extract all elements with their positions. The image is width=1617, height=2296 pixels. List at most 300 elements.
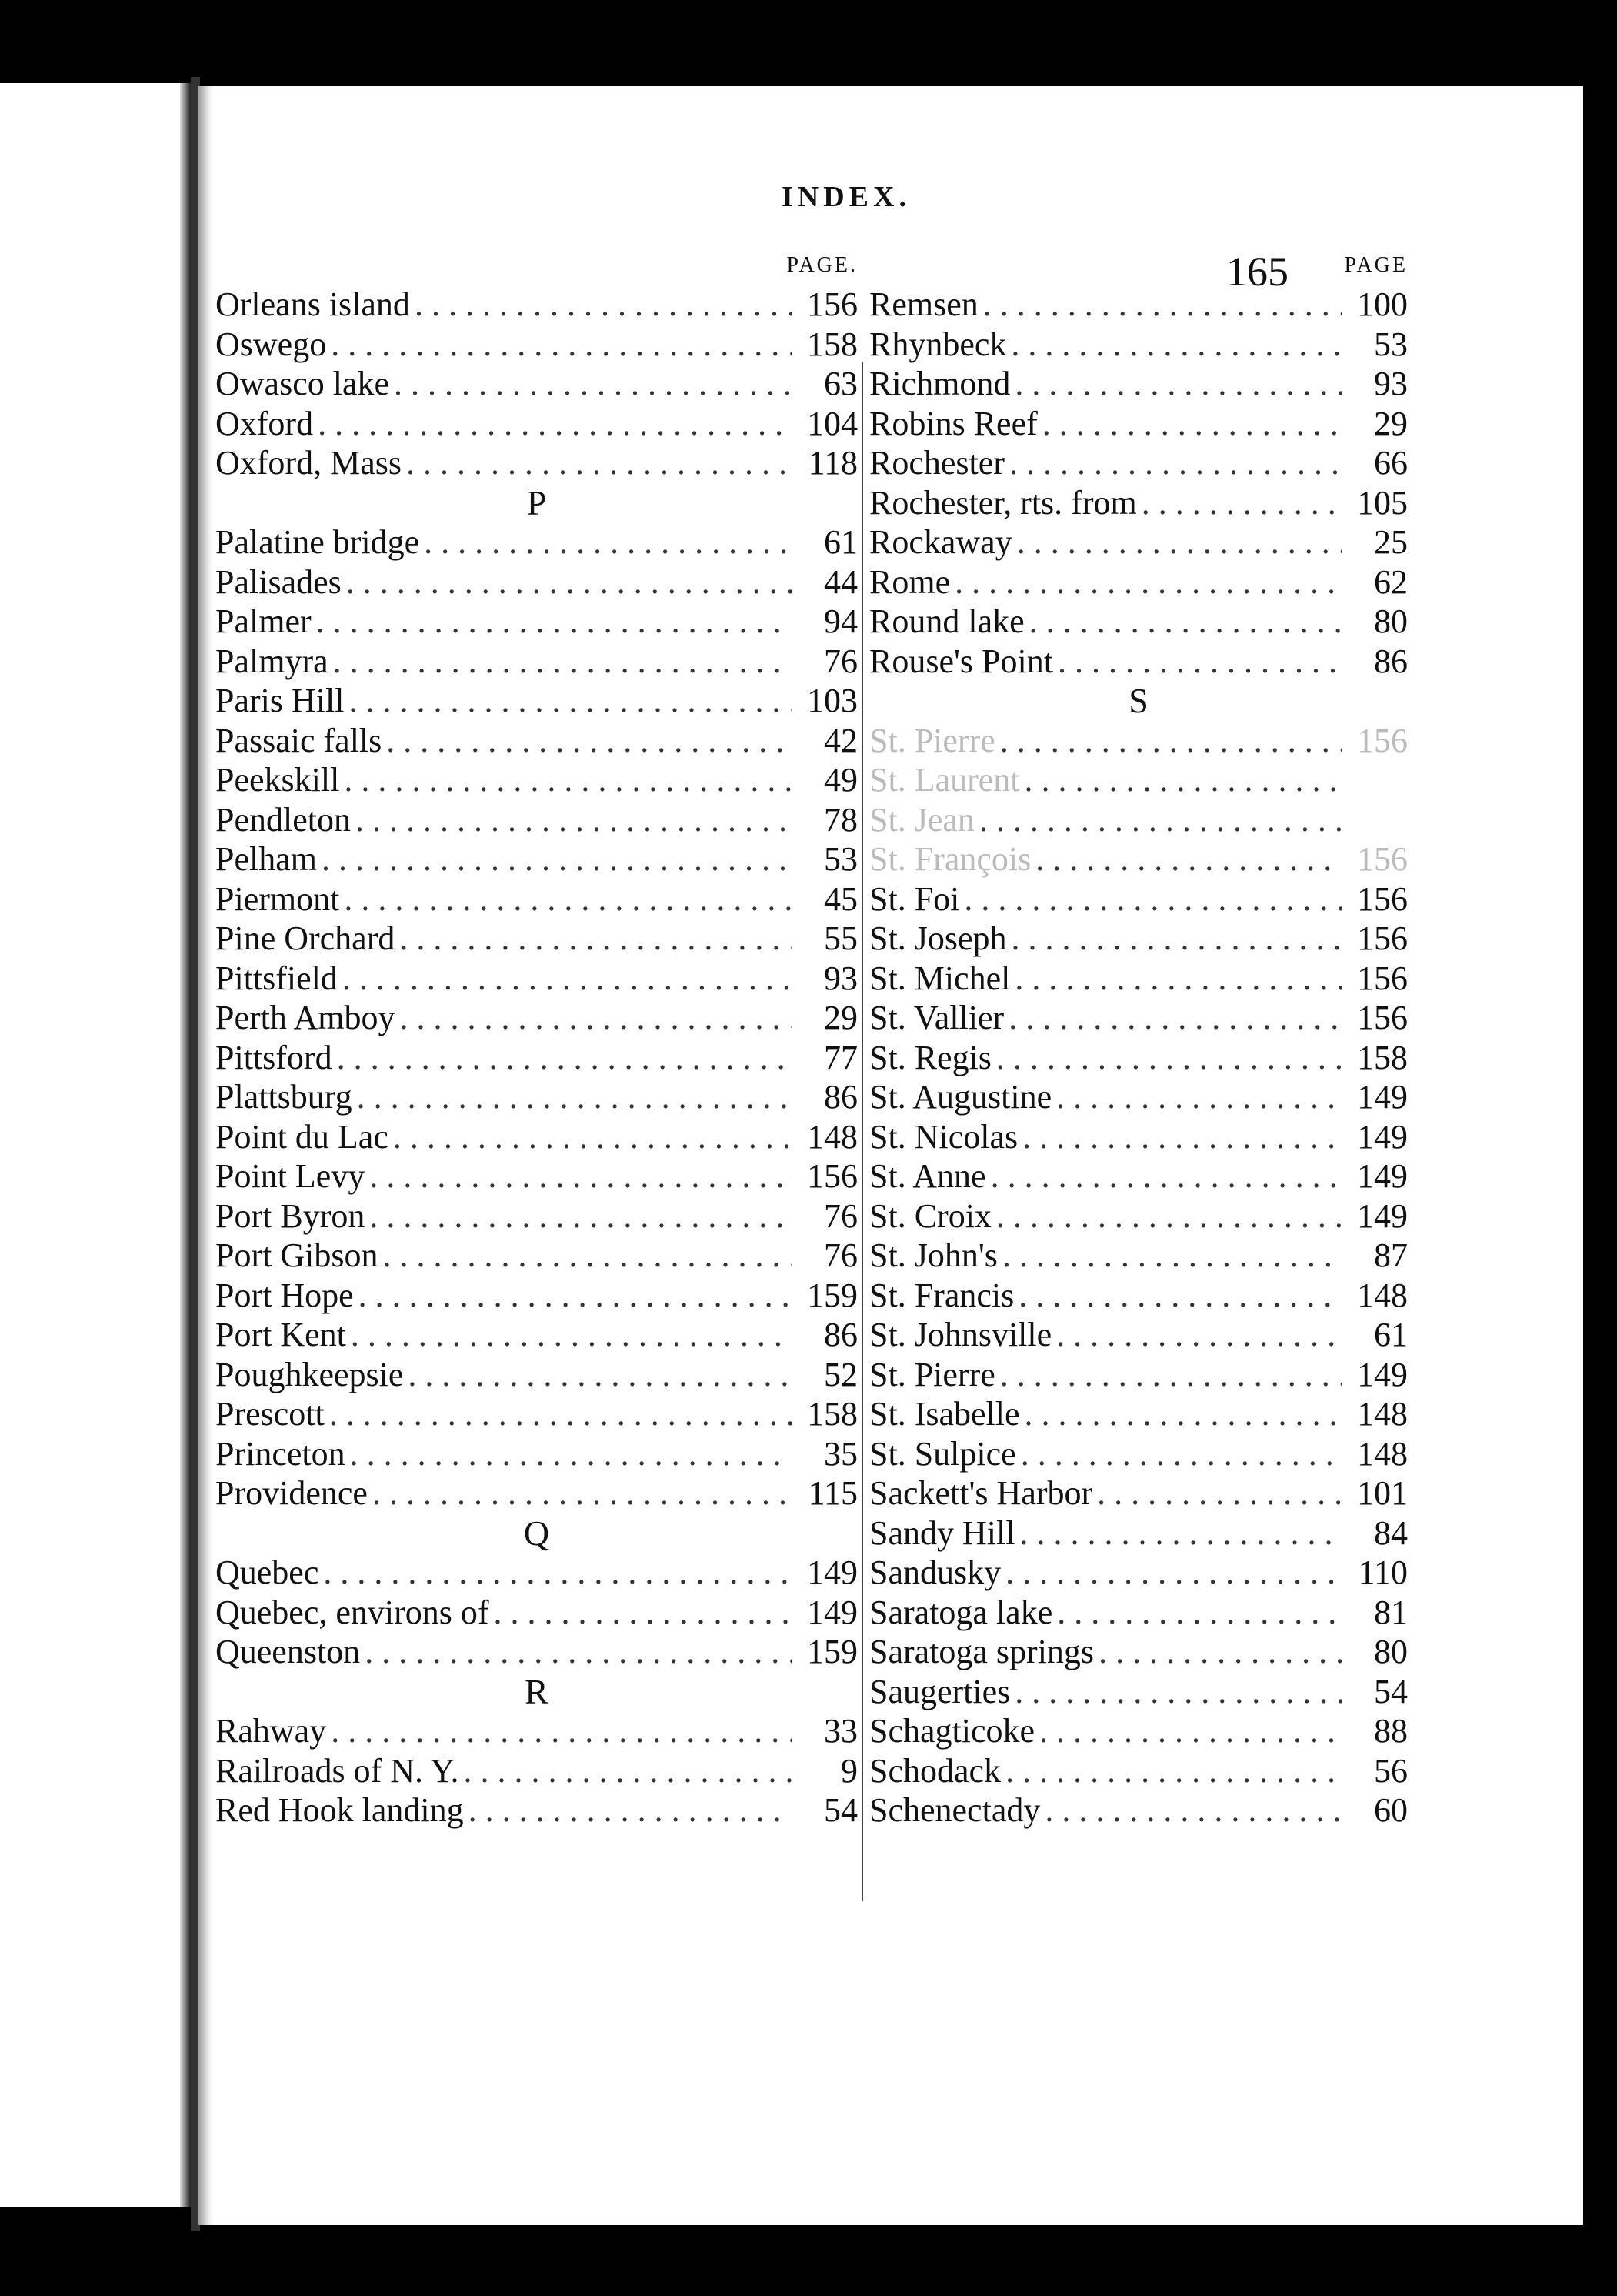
leader-dots xyxy=(322,839,792,879)
index-entry xyxy=(869,1434,1408,1474)
entry-page: 86 xyxy=(1374,642,1408,680)
entry-name: Pine Orchard xyxy=(215,919,395,957)
entry-name: Peekskill xyxy=(215,761,340,799)
entry-name: Princeton xyxy=(215,1434,345,1473)
entry-name: Port Gibson xyxy=(215,1236,378,1274)
index-entry xyxy=(869,1593,1408,1633)
index-entry xyxy=(215,1355,858,1395)
index-entry xyxy=(869,760,1408,800)
leader-dots xyxy=(348,681,792,721)
index-entry xyxy=(869,1553,1408,1593)
running-head: INDEX. xyxy=(782,181,911,213)
entry-page: 148 xyxy=(1357,1434,1408,1473)
entry-page: 156 xyxy=(1357,721,1408,759)
entry-page: 54 xyxy=(1374,1672,1408,1710)
entry-page: 86 xyxy=(824,1316,858,1353)
leader-dots xyxy=(1011,919,1342,959)
leader-dots xyxy=(415,285,792,325)
leader-dots xyxy=(1058,642,1342,682)
entry-name: St. Isabelle xyxy=(869,1395,1020,1433)
entry-page: 81 xyxy=(1374,1593,1408,1631)
entry-name: St. Nicolas xyxy=(869,1117,1019,1156)
entry-name: Oswego xyxy=(215,325,327,363)
entry-page: 100 xyxy=(1357,285,1408,323)
index-entry xyxy=(215,1077,858,1117)
leader-dots xyxy=(1015,364,1342,404)
entry-name: St. Pierre xyxy=(869,721,995,759)
leader-dots xyxy=(996,1196,1342,1236)
column-divider xyxy=(862,362,863,1901)
index-entry xyxy=(215,721,858,761)
index-entry xyxy=(869,325,1408,365)
leader-dots xyxy=(494,1593,792,1633)
leader-dots xyxy=(1035,839,1342,879)
entry-name: Pelham xyxy=(215,840,317,878)
entry-page: 49 xyxy=(824,761,858,799)
index-entry xyxy=(869,1711,1408,1751)
entry-page: 149 xyxy=(1357,1078,1408,1116)
index-entry xyxy=(215,760,858,800)
leader-dots xyxy=(1022,1117,1342,1157)
leader-dots xyxy=(1142,483,1342,523)
leader-dots xyxy=(337,1038,792,1078)
entry-page: 88 xyxy=(1374,1712,1408,1750)
entry-page: 76 xyxy=(824,1196,858,1235)
leader-dots xyxy=(1015,1672,1342,1712)
entry-name: Port Kent xyxy=(215,1316,346,1353)
entry-page: 118 xyxy=(808,444,858,482)
entry-name: Palmer xyxy=(215,602,312,640)
index-entry xyxy=(215,879,858,919)
entry-name: St. Johnsville xyxy=(869,1316,1052,1353)
leader-dots xyxy=(1025,1394,1342,1434)
index-entry xyxy=(215,1315,858,1355)
section-letter: S xyxy=(1129,681,1149,720)
entry-page: 29 xyxy=(1374,404,1408,442)
index-entry xyxy=(869,1394,1408,1434)
entry-page: 149 xyxy=(1357,1196,1408,1235)
entry-name: Point Levy xyxy=(215,1157,365,1195)
index-entry xyxy=(215,1156,858,1196)
leader-dots xyxy=(964,879,1342,919)
entry-name: Schagticoke xyxy=(869,1712,1035,1750)
entry-page: 156 xyxy=(1357,840,1408,878)
index-entry xyxy=(869,642,1408,682)
entry-page: 55 xyxy=(824,919,858,957)
entry-page: 42 xyxy=(824,721,858,759)
entry-name: Quebec xyxy=(215,1553,319,1591)
index-entry xyxy=(869,959,1408,999)
index-entry xyxy=(869,800,1408,840)
entry-page: 54 xyxy=(824,1791,858,1829)
leader-dots xyxy=(329,1394,792,1434)
entry-name: Palisades xyxy=(215,562,342,601)
index-entry xyxy=(869,1315,1408,1355)
entry-page: 156 xyxy=(807,1157,858,1195)
index-list-left xyxy=(215,285,858,1830)
leader-dots xyxy=(382,1236,792,1276)
entry-name: Rome xyxy=(869,562,951,601)
index-entry xyxy=(869,1790,1408,1830)
leader-dots xyxy=(468,1790,792,1830)
entry-name: Railroads of N. Y. xyxy=(215,1751,459,1790)
index-entry xyxy=(869,919,1408,959)
index-entry xyxy=(869,1672,1408,1712)
leader-dots xyxy=(323,1553,792,1593)
entry-name: Owasco lake xyxy=(215,365,390,402)
index-entry xyxy=(869,483,1408,523)
index-entry xyxy=(215,364,858,404)
index-entry xyxy=(215,1038,858,1078)
index-column-left xyxy=(215,246,858,1830)
index-entry xyxy=(215,1117,858,1157)
index-entry xyxy=(869,1632,1408,1672)
entry-name: Remsen xyxy=(869,285,979,323)
index-entry xyxy=(869,1156,1408,1196)
entry-page: 63 xyxy=(824,365,858,402)
leader-dots xyxy=(1002,1236,1342,1276)
entry-name: Port Hope xyxy=(215,1276,354,1314)
leader-dots xyxy=(357,1077,792,1117)
entry-page: 156 xyxy=(1357,999,1408,1036)
index-entry xyxy=(215,1593,858,1633)
entry-page: 93 xyxy=(824,959,858,997)
index-entry xyxy=(869,1196,1408,1236)
leader-dots xyxy=(394,364,792,404)
entry-name: Prescott xyxy=(215,1395,325,1433)
entry-page: 156 xyxy=(1357,959,1408,997)
index-entry xyxy=(869,285,1408,325)
leader-dots xyxy=(386,721,792,761)
entry-name: Plattsburg xyxy=(215,1078,352,1116)
section-letter: R xyxy=(525,1671,548,1711)
entry-name: Piermont xyxy=(215,879,340,918)
entry-name: St. Augustine xyxy=(869,1078,1052,1116)
index-list-right xyxy=(869,285,1408,1830)
leader-dots xyxy=(333,642,792,682)
leader-dots xyxy=(1042,404,1342,444)
page-column-label: PAGE. xyxy=(786,253,858,277)
entry-name: Rockaway xyxy=(869,523,1012,561)
index-entry xyxy=(215,602,858,642)
entry-page: 53 xyxy=(1374,325,1408,363)
index-entry xyxy=(869,522,1408,562)
index-entry xyxy=(869,1473,1408,1513)
entry-page: 86 xyxy=(824,1078,858,1116)
index-entry xyxy=(215,919,858,959)
entry-name: Round lake xyxy=(869,602,1025,640)
leader-dots xyxy=(1045,1790,1342,1830)
entry-name: Saratoga springs xyxy=(869,1633,1095,1670)
entry-name: Schodack xyxy=(869,1751,1002,1790)
leader-dots xyxy=(1009,998,1342,1038)
index-entry xyxy=(215,959,858,999)
entry-page: 103 xyxy=(807,682,858,719)
index-entry xyxy=(215,443,858,483)
index-entry xyxy=(869,839,1408,879)
entry-page: 61 xyxy=(1374,1316,1408,1353)
index-entry xyxy=(869,721,1408,761)
index-entry xyxy=(215,1276,858,1316)
index-entry xyxy=(215,1236,858,1276)
page-number: 165 xyxy=(1226,249,1289,295)
entry-page: 115 xyxy=(808,1474,858,1512)
entry-page: 159 xyxy=(807,1633,858,1670)
entry-name: St. Croix xyxy=(869,1196,992,1235)
leader-dots xyxy=(331,325,792,365)
entry-page: 148 xyxy=(1357,1395,1408,1433)
facing-page xyxy=(0,83,191,2207)
index-entry xyxy=(215,998,858,1038)
entry-name: Passaic falls xyxy=(215,721,382,759)
leader-dots xyxy=(1015,959,1342,999)
index-entry xyxy=(869,1236,1408,1276)
entry-name: St. Sulpice xyxy=(869,1434,1016,1473)
entry-name: Point du Lac xyxy=(215,1117,388,1156)
leader-dots xyxy=(1005,1751,1342,1791)
entry-page: 149 xyxy=(807,1553,858,1591)
leader-dots xyxy=(365,1632,792,1672)
index-entry xyxy=(215,522,858,562)
entry-name: Pittsfield xyxy=(215,959,338,997)
leader-dots xyxy=(344,760,792,800)
entry-page: 76 xyxy=(824,642,858,680)
entry-page: 66 xyxy=(1374,444,1408,482)
entry-name: Oxford, Mass xyxy=(215,444,402,482)
leader-dots xyxy=(1056,1315,1342,1355)
entry-name: Saugerties xyxy=(869,1672,1011,1710)
leader-dots xyxy=(399,919,792,959)
entry-page: 105 xyxy=(1357,483,1408,522)
leader-dots xyxy=(1000,1355,1342,1395)
entry-name: Red Hook landing xyxy=(215,1791,464,1829)
entry-name: St. Foi xyxy=(869,879,960,918)
entry-page: 156 xyxy=(807,285,858,323)
leader-dots xyxy=(358,1276,792,1316)
entry-page: 149 xyxy=(1357,1355,1408,1393)
entry-page: 45 xyxy=(824,879,858,918)
index-entry xyxy=(869,1513,1408,1553)
entry-name: Saratoga lake xyxy=(869,1593,1053,1631)
entry-name: Palatine bridge xyxy=(215,523,420,561)
entry-name: St. Francis xyxy=(869,1276,1015,1314)
leader-dots xyxy=(983,285,1342,325)
section-letter: Q xyxy=(523,1513,550,1553)
entry-page: 78 xyxy=(824,800,858,839)
entry-name: Rouse's Point xyxy=(869,642,1053,680)
leader-dots xyxy=(372,1473,792,1513)
entry-page: 149 xyxy=(1357,1157,1408,1195)
entry-name: Rhynbeck xyxy=(869,325,1007,363)
index-entry xyxy=(869,443,1408,483)
entry-page: 87 xyxy=(1374,1236,1408,1274)
entry-page: 148 xyxy=(807,1117,858,1156)
leader-dots xyxy=(464,1751,792,1791)
entry-name: Oxford xyxy=(215,404,314,442)
leader-dots xyxy=(1005,1553,1342,1593)
leader-dots xyxy=(996,1038,1342,1078)
leader-dots xyxy=(408,1355,792,1395)
leader-dots xyxy=(351,1315,792,1355)
section-letter: P xyxy=(526,482,547,522)
index-entry xyxy=(215,325,858,365)
entry-page: 80 xyxy=(1374,1633,1408,1670)
entry-name: Richmond xyxy=(869,365,1011,402)
entry-name: Pendleton xyxy=(215,800,351,839)
entry-name: St. Joseph xyxy=(869,919,1007,957)
index-entry xyxy=(869,602,1408,642)
leader-dots xyxy=(991,1156,1342,1196)
entry-name: St. Laurent xyxy=(869,761,1020,799)
entry-page: 94 xyxy=(824,602,858,640)
entry-name: Pittsford xyxy=(215,1038,332,1076)
index-entry xyxy=(869,1077,1408,1117)
entry-page: 80 xyxy=(1374,602,1408,640)
index-entry xyxy=(215,1751,858,1791)
entry-page: 33 xyxy=(824,1712,858,1750)
leader-dots xyxy=(344,879,792,919)
entry-page: 62 xyxy=(1374,562,1408,601)
entry-page: 25 xyxy=(1374,523,1408,561)
leader-dots xyxy=(1021,1434,1342,1474)
entry-page: 77 xyxy=(824,1038,858,1076)
index-entry xyxy=(869,998,1408,1038)
leader-dots xyxy=(342,959,792,999)
entry-page: 159 xyxy=(807,1276,858,1314)
index-entry xyxy=(869,562,1408,602)
index-entry xyxy=(215,1196,858,1236)
index-entry xyxy=(869,1276,1408,1316)
entry-name: St. Jean xyxy=(869,800,975,839)
index-entry xyxy=(215,839,858,879)
leader-dots xyxy=(393,1117,792,1157)
entry-name: St. Michel xyxy=(869,959,1011,997)
entry-name: Providence xyxy=(215,1474,368,1512)
index-entry xyxy=(215,681,858,721)
leader-dots xyxy=(318,404,792,444)
entry-name: Sandy Hill xyxy=(869,1513,1015,1552)
entry-page: 35 xyxy=(824,1434,858,1473)
entry-page: 104 xyxy=(807,404,858,442)
entry-page: 156 xyxy=(1357,919,1408,957)
entry-page: 76 xyxy=(824,1236,858,1274)
entry-page: 158 xyxy=(807,325,858,363)
entry-page: 158 xyxy=(807,1395,858,1433)
entry-page: 101 xyxy=(1357,1474,1408,1512)
leader-dots xyxy=(369,1156,792,1196)
entry-page: 52 xyxy=(824,1355,858,1393)
index-entry xyxy=(215,1394,858,1434)
entry-page: 9 xyxy=(841,1751,858,1790)
entry-page: 93 xyxy=(1374,365,1408,402)
entry-page: 44 xyxy=(824,562,858,601)
leader-dots xyxy=(346,562,792,602)
entry-name: Orleans island xyxy=(215,285,410,323)
leader-dots xyxy=(1011,325,1342,365)
index-column-right xyxy=(869,246,1408,1830)
entry-page: 56 xyxy=(1374,1751,1408,1790)
index-entry xyxy=(215,1553,858,1593)
index-entry xyxy=(869,1355,1408,1395)
facing-page-edge xyxy=(180,83,191,2207)
leader-dots xyxy=(955,562,1342,602)
leader-dots xyxy=(1009,443,1342,483)
leader-dots xyxy=(331,1711,792,1751)
leader-dots xyxy=(350,1434,792,1474)
entry-page: 61 xyxy=(824,523,858,561)
index-entry xyxy=(215,1711,858,1751)
index-entry xyxy=(215,285,858,325)
index-entry xyxy=(215,404,858,444)
index-entry xyxy=(869,1038,1408,1078)
entry-name: Quebec, environs of xyxy=(215,1593,489,1631)
leader-dots xyxy=(406,443,792,483)
entry-page: 53 xyxy=(824,840,858,878)
entry-name: Perth Amboy xyxy=(215,999,395,1036)
index-entry xyxy=(215,642,858,682)
leader-dots xyxy=(979,800,1342,840)
leader-dots xyxy=(1039,1711,1342,1751)
entry-name: Rahway xyxy=(215,1712,327,1750)
leader-dots xyxy=(1099,1632,1342,1672)
entry-name: Rochester xyxy=(869,444,1005,482)
index-entry xyxy=(869,404,1408,444)
entry-page: 29 xyxy=(824,999,858,1036)
leader-dots xyxy=(399,998,792,1038)
leader-dots xyxy=(424,522,792,562)
entry-page: 110 xyxy=(1358,1553,1408,1591)
entry-name: Robins Reef xyxy=(869,404,1038,442)
leader-dots xyxy=(1000,721,1342,761)
entry-name: St. Vallier xyxy=(869,999,1005,1036)
leader-dots xyxy=(355,800,792,840)
entry-name: Port Byron xyxy=(215,1196,365,1235)
entry-name: St. John's xyxy=(869,1236,998,1274)
entry-page: 149 xyxy=(807,1593,858,1631)
entry-name: Sackett's Harbor xyxy=(869,1474,1093,1512)
index-entry xyxy=(215,1473,858,1513)
index-entry xyxy=(215,800,858,840)
entry-page: 148 xyxy=(1357,1276,1408,1314)
leader-dots xyxy=(1019,1276,1342,1316)
index-entry xyxy=(869,879,1408,919)
index-entry xyxy=(869,1117,1408,1157)
index-entry xyxy=(869,364,1408,404)
index-entry xyxy=(215,562,858,602)
leader-dots xyxy=(1025,760,1342,800)
entry-name: Poughkeepsie xyxy=(215,1355,404,1393)
entry-page: 60 xyxy=(1374,1791,1408,1829)
page-column-label: PAGE xyxy=(1344,253,1408,277)
entry-name: St. Anne xyxy=(869,1157,986,1195)
leader-dots xyxy=(369,1196,792,1236)
entry-page: 156 xyxy=(1357,879,1408,918)
entry-name: Queenston xyxy=(215,1633,361,1670)
entry-name: Paris Hill xyxy=(215,682,345,719)
index-entry xyxy=(215,1790,858,1830)
entry-name: St. François xyxy=(869,840,1032,878)
leader-dots xyxy=(316,602,792,642)
entry-page: 84 xyxy=(1374,1513,1408,1552)
entry-page: 149 xyxy=(1357,1117,1408,1156)
index-entry xyxy=(215,1434,858,1474)
entry-name: Palmyra xyxy=(215,642,328,680)
leader-dots xyxy=(1019,1513,1342,1553)
entry-name: St. Pierre xyxy=(869,1355,995,1393)
leader-dots xyxy=(1017,522,1342,562)
leader-dots xyxy=(1057,1593,1342,1633)
entry-page: 158 xyxy=(1357,1038,1408,1076)
